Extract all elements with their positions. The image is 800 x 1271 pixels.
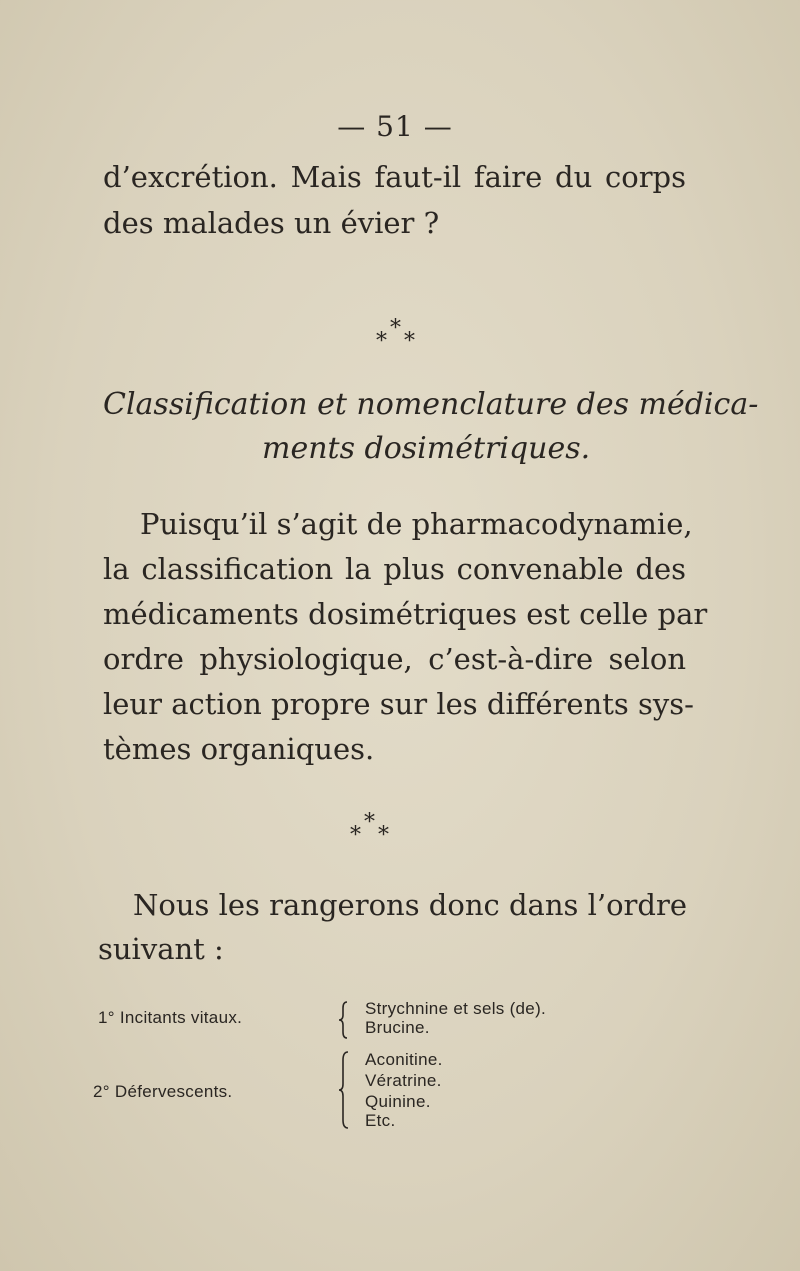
- asterisk: *: [390, 316, 401, 341]
- text-line: tèmes organiques.: [103, 732, 375, 766]
- class-item: Etc.: [365, 1111, 396, 1130]
- class-label: 1° Incitants vitaux.: [98, 1008, 243, 1027]
- brace: [338, 1050, 352, 1130]
- class-item: Brucine.: [365, 1018, 430, 1037]
- asterism-separator: [368, 318, 428, 358]
- asterisk: *: [404, 329, 415, 354]
- asterisk: *: [376, 329, 387, 354]
- text-line: ordre physiologique, c’est-à-dire selon: [103, 642, 686, 676]
- text-line: d’excrétion. Mais faut-il faire du corps: [103, 160, 686, 194]
- page-number: — 51 —: [337, 110, 453, 143]
- asterisk: *: [350, 823, 361, 848]
- text-line: médicaments dosimétriques est celle par: [103, 597, 708, 631]
- text-line: suivant :: [98, 932, 224, 966]
- asterisk: *: [378, 823, 389, 848]
- asterisk: *: [364, 810, 375, 835]
- section-heading-line: ments dosimétriques.: [262, 431, 591, 466]
- class-label: 2° Défervescents.: [93, 1082, 233, 1101]
- class-item: Strychnine et sels (de).: [365, 999, 547, 1018]
- text-line: des malades un évier ?: [103, 206, 440, 240]
- text-line: Nous les rangerons donc dans l’ordre: [133, 888, 688, 922]
- class-item: Quinine.: [365, 1092, 431, 1111]
- asterism-separator: [342, 812, 402, 852]
- section-heading-line: Classification et nomenclature des médica-: [103, 387, 759, 422]
- text-line: Puisqu’il s’agit de pharmacodynamie,: [140, 507, 693, 541]
- text-line: la classification la plus convenable des: [103, 552, 686, 586]
- class-item: Vératrine.: [365, 1071, 442, 1090]
- text-line: leur action propre sur les différents sys-: [103, 687, 694, 721]
- brace: [338, 1000, 352, 1040]
- class-item: Aconitine.: [365, 1050, 443, 1069]
